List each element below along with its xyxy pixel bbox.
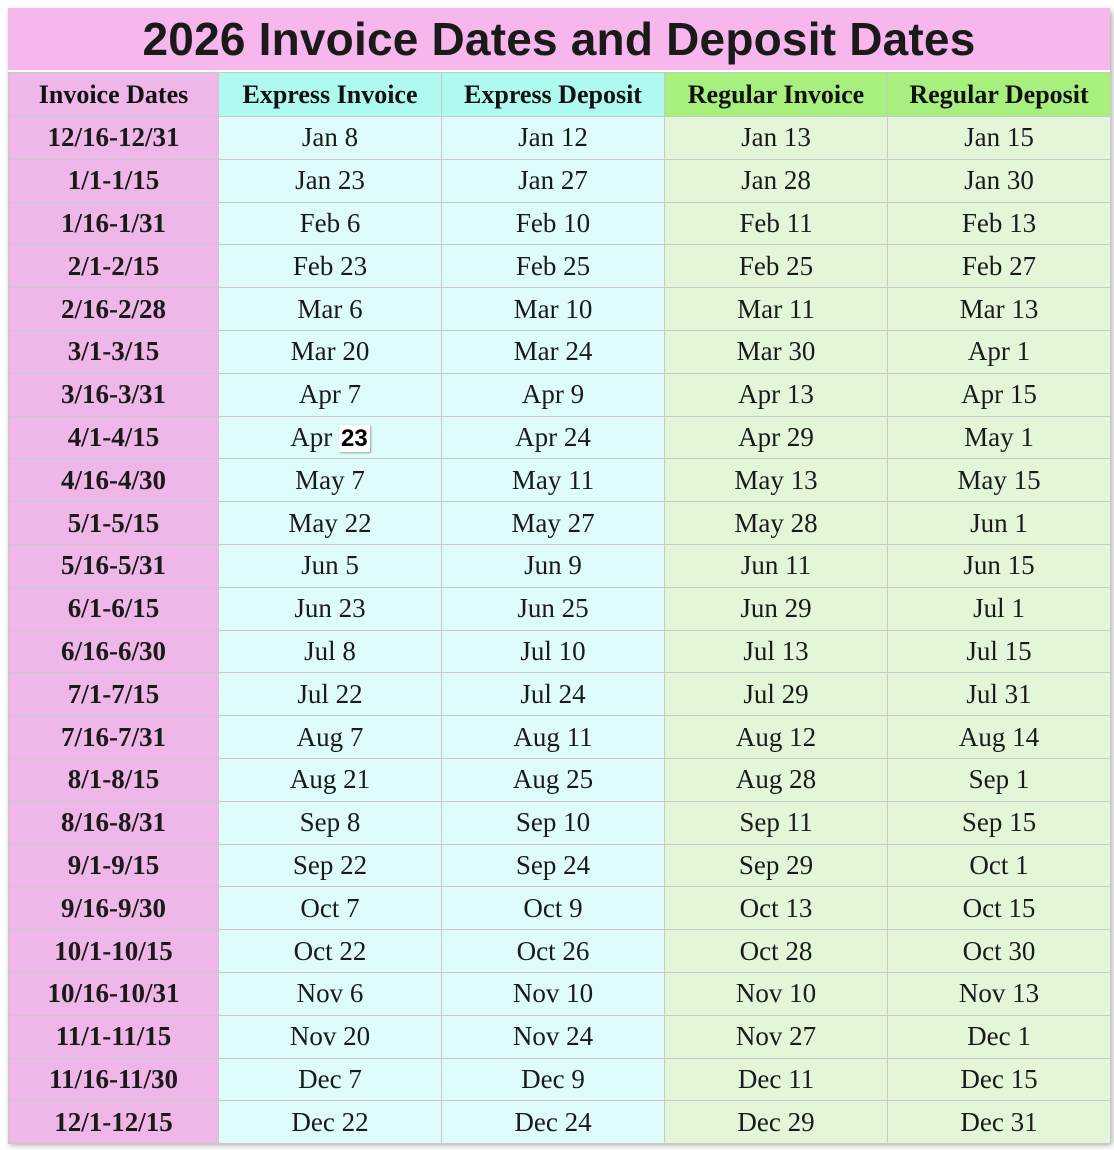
cell-express-deposit: Aug 11	[442, 716, 665, 759]
table-row	[9, 159, 1111, 202]
cell-express-invoice: Dec 22	[219, 1101, 442, 1144]
table-row	[9, 288, 1111, 331]
cell-express-invoice: Oct 7	[219, 887, 442, 930]
cell-express-invoice: Dec 7	[219, 1058, 442, 1101]
cell-express-deposit: Jun 25	[442, 587, 665, 630]
cell-regular-invoice: Sep 11	[665, 801, 888, 844]
cell-express-deposit: Jan 27	[442, 159, 665, 202]
cell-regular-invoice: Jan 28	[665, 159, 888, 202]
cell-express-deposit: Apr 24	[442, 416, 665, 459]
cell-express-invoice: Oct 22	[219, 930, 442, 973]
cell-express-deposit: Nov 10	[442, 972, 665, 1015]
cell-regular-deposit: May 1	[888, 416, 1111, 459]
cell-regular-invoice: Nov 27	[665, 1015, 888, 1058]
cell-express-invoice: Feb 6	[219, 202, 442, 245]
cell-regular-deposit: Jan 15	[888, 117, 1111, 160]
table-row	[9, 587, 1111, 630]
cell-regular-deposit: Jun 15	[888, 544, 1111, 587]
cell-invoice-period: 6/16-6/30	[9, 630, 219, 673]
cell-regular-invoice: May 13	[665, 459, 888, 502]
cell-invoice-period: 12/16-12/31	[9, 117, 219, 160]
table-row	[9, 801, 1111, 844]
table-row	[9, 459, 1111, 502]
header-invoice-dates: Invoice Dates	[9, 73, 219, 117]
cell-express-invoice: Apr 7	[219, 373, 442, 416]
header-express-deposit: Express Deposit	[442, 73, 665, 117]
cell-regular-deposit: Oct 30	[888, 930, 1111, 973]
cell-regular-invoice: Jul 29	[665, 673, 888, 716]
cell-invoice-period: 11/16-11/30	[9, 1058, 219, 1101]
table-row	[9, 716, 1111, 759]
cell-express-invoice: Aug 7	[219, 716, 442, 759]
cell-regular-invoice: Aug 12	[665, 716, 888, 759]
cell-regular-invoice: Mar 30	[665, 330, 888, 373]
cell-regular-invoice: Jan 13	[665, 117, 888, 160]
cell-regular-invoice: Sep 29	[665, 844, 888, 887]
table-row	[9, 887, 1111, 930]
cell-invoice-period: 2/1-2/15	[9, 245, 219, 288]
cell-invoice-period: 3/16-3/31	[9, 373, 219, 416]
cell-express-deposit: Jan 12	[442, 117, 665, 160]
cell-regular-invoice: May 28	[665, 502, 888, 545]
cell-regular-deposit: May 15	[888, 459, 1111, 502]
cell-regular-deposit: Oct 15	[888, 887, 1111, 930]
cell-regular-deposit: Jan 30	[888, 159, 1111, 202]
cell-invoice-period: 9/16-9/30	[9, 887, 219, 930]
table-row	[9, 373, 1111, 416]
cell-regular-deposit: Jul 15	[888, 630, 1111, 673]
cell-invoice-period: 5/1-5/15	[9, 502, 219, 545]
table-body	[9, 117, 1111, 1144]
cell-express-deposit: Jun 9	[442, 544, 665, 587]
cell-express-deposit: Jul 10	[442, 630, 665, 673]
cell-invoice-period: 4/16-4/30	[9, 459, 219, 502]
cell-regular-invoice: Dec 11	[665, 1058, 888, 1101]
cell-express-invoice: Aug 21	[219, 758, 442, 801]
cell-regular-deposit: Dec 31	[888, 1101, 1111, 1144]
dates-table	[8, 72, 1111, 1144]
table-row	[9, 502, 1111, 545]
cell-invoice-period: 7/16-7/31	[9, 716, 219, 759]
cell-express-invoice: Sep 8	[219, 801, 442, 844]
cell-express-deposit: Mar 24	[442, 330, 665, 373]
table-row	[9, 1058, 1111, 1101]
cell-express-deposit: Feb 25	[442, 245, 665, 288]
cell-invoice-period: 5/16-5/31	[9, 544, 219, 587]
table-row	[9, 630, 1111, 673]
cell-express-invoice: Jun 5	[219, 544, 442, 587]
table-row	[9, 673, 1111, 716]
cell-regular-deposit: Sep 1	[888, 758, 1111, 801]
cell-regular-invoice: Jun 11	[665, 544, 888, 587]
cell-regular-deposit: Feb 27	[888, 245, 1111, 288]
table-row	[9, 844, 1111, 887]
header-express-invoice: Express Invoice	[219, 73, 442, 117]
cell-regular-deposit: Apr 1	[888, 330, 1111, 373]
table-row	[9, 1101, 1111, 1144]
table-row	[9, 1015, 1111, 1058]
cell-express-invoice: May 22	[219, 502, 442, 545]
cell-express-deposit: Jul 24	[442, 673, 665, 716]
cell-express-deposit: Aug 25	[442, 758, 665, 801]
cell-regular-invoice: Feb 25	[665, 245, 888, 288]
page-title: 2026 Invoice Dates and Deposit Dates	[142, 13, 976, 65]
cell-express-invoice: Nov 20	[219, 1015, 442, 1058]
cell-invoice-period: 1/16-1/31	[9, 202, 219, 245]
cell-express-deposit: Sep 24	[442, 844, 665, 887]
title-bar	[8, 8, 1110, 72]
cell-express-invoice: Jun 23	[219, 587, 442, 630]
cell-express-deposit: Oct 9	[442, 887, 665, 930]
cell-invoice-period: 1/1-1/15	[9, 159, 219, 202]
cell-regular-deposit: Apr 15	[888, 373, 1111, 416]
cell-regular-invoice: Apr 29	[665, 416, 888, 459]
table-row	[9, 117, 1111, 160]
cell-regular-deposit: Oct 1	[888, 844, 1111, 887]
cell-regular-deposit: Dec 1	[888, 1015, 1111, 1058]
cell-express-invoice: Nov 6	[219, 972, 442, 1015]
cell-regular-invoice: Nov 10	[665, 972, 888, 1015]
table-row	[9, 758, 1111, 801]
header-row	[9, 73, 1111, 117]
table-row	[9, 972, 1111, 1015]
table-row	[9, 930, 1111, 973]
header-regular-deposit: Regular Deposit	[888, 73, 1111, 117]
cell-invoice-period: 6/1-6/15	[9, 587, 219, 630]
cell-express-invoice: Mar 6	[219, 288, 442, 331]
cell-invoice-period: 11/1-11/15	[9, 1015, 219, 1058]
cell-regular-invoice: Oct 28	[665, 930, 888, 973]
cell-regular-deposit: Feb 13	[888, 202, 1111, 245]
cell-regular-deposit: Jul 31	[888, 673, 1111, 716]
cell-express-invoice: Jul 8	[219, 630, 442, 673]
cell-text: Apr	[290, 421, 333, 452]
cell-express-invoice: Jan 23	[219, 159, 442, 202]
cell-regular-deposit: Jun 1	[888, 502, 1111, 545]
cell-invoice-period: 3/1-3/15	[9, 330, 219, 373]
cell-express-deposit: Dec 9	[442, 1058, 665, 1101]
cell-express-invoice: Jul 22	[219, 673, 442, 716]
cell-express-invoice	[219, 416, 442, 459]
cell-regular-deposit: Mar 13	[888, 288, 1111, 331]
cell-invoice-period: 7/1-7/15	[9, 673, 219, 716]
cell-invoice-period: 8/1-8/15	[9, 758, 219, 801]
table-row	[9, 245, 1111, 288]
cell-express-deposit: Apr 9	[442, 373, 665, 416]
cell-express-deposit: Dec 24	[442, 1101, 665, 1144]
cell-invoice-period: 8/16-8/31	[9, 801, 219, 844]
cell-invoice-period: 12/1-12/15	[9, 1101, 219, 1144]
cell-express-invoice: Mar 20	[219, 330, 442, 373]
cell-express-deposit: Nov 24	[442, 1015, 665, 1058]
invoice-schedule-sheet	[8, 8, 1110, 1142]
cell-invoice-period: 9/1-9/15	[9, 844, 219, 887]
cell-express-invoice: Feb 23	[219, 245, 442, 288]
cell-regular-invoice: Oct 13	[665, 887, 888, 930]
table-row	[9, 544, 1111, 587]
cell-regular-invoice: Dec 29	[665, 1101, 888, 1144]
cell-express-invoice: Jan 8	[219, 117, 442, 160]
cell-regular-deposit: Jul 1	[888, 587, 1111, 630]
cell-express-deposit: Feb 10	[442, 202, 665, 245]
cell-regular-invoice: Aug 28	[665, 758, 888, 801]
cell-regular-invoice: Jun 29	[665, 587, 888, 630]
cell-regular-invoice: Mar 11	[665, 288, 888, 331]
table-row	[9, 416, 1111, 459]
edited-value-badge: 23	[341, 424, 368, 452]
cell-regular-deposit: Aug 14	[888, 716, 1111, 759]
cell-express-invoice: May 7	[219, 459, 442, 502]
cell-invoice-period: 4/1-4/15	[9, 416, 219, 459]
cell-express-deposit: Mar 10	[442, 288, 665, 331]
cell-regular-deposit: Dec 15	[888, 1058, 1111, 1101]
table-row	[9, 202, 1111, 245]
table-row	[9, 330, 1111, 373]
cell-express-deposit: Oct 26	[442, 930, 665, 973]
cell-express-invoice: Sep 22	[219, 844, 442, 887]
cell-express-deposit: May 11	[442, 459, 665, 502]
cell-express-deposit: Sep 10	[442, 801, 665, 844]
cell-regular-deposit: Nov 13	[888, 972, 1111, 1015]
cell-invoice-period: 10/1-10/15	[9, 930, 219, 973]
cell-regular-invoice: Apr 13	[665, 373, 888, 416]
header-regular-invoice: Regular Invoice	[665, 73, 888, 117]
cell-regular-deposit: Sep 15	[888, 801, 1111, 844]
cell-invoice-period: 2/16-2/28	[9, 288, 219, 331]
cell-invoice-period: 10/16-10/31	[9, 972, 219, 1015]
cell-regular-invoice: Feb 11	[665, 202, 888, 245]
cell-express-deposit: May 27	[442, 502, 665, 545]
cell-regular-invoice: Jul 13	[665, 630, 888, 673]
